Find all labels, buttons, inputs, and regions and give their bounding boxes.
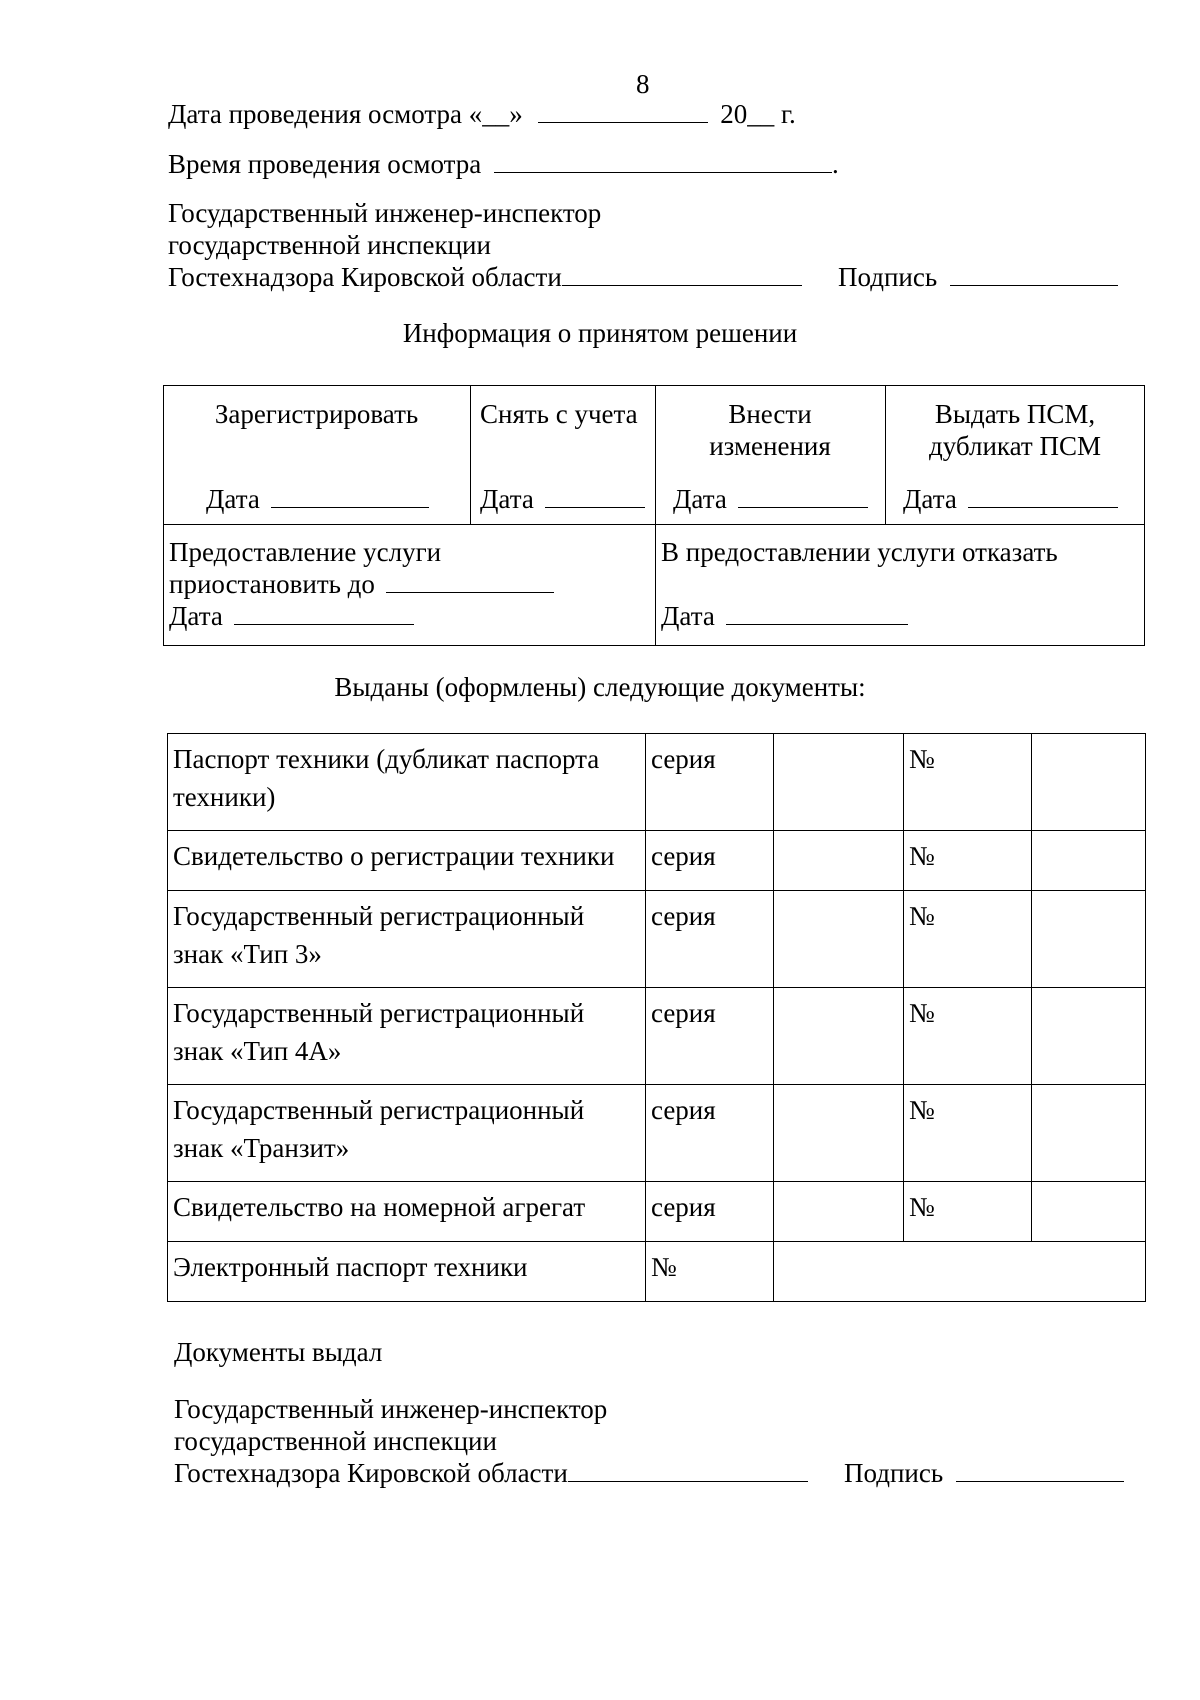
psm-date-field[interactable] [968,485,1118,508]
documents-table [167,733,1146,1302]
decision-psm-label-2: дубликат ПСМ [929,431,1101,461]
inspection-year-label: 20__ г. [720,99,796,129]
inspector-signature-label: Подпись [838,262,938,292]
inspector-line-1: Государственный инженер-инспектор [168,198,602,228]
inspection-month-field[interactable] [538,100,708,123]
series-value-cell[interactable] [774,831,904,891]
doc-name-cell: Государственный регистрационный знак «Тип 4А» [168,988,646,1085]
number-value-cell[interactable] [1032,734,1146,831]
series-value-cell[interactable] [774,891,904,988]
issued-by-signature-label: Подпись [844,1458,944,1488]
series-value-cell[interactable] [774,1182,904,1242]
decision-register-date: Дата [206,483,429,515]
table-row [168,891,1146,988]
inspector-signature-field[interactable] [950,263,1118,286]
inspection-date-label: Дата проведения осмотра «__» [168,99,523,129]
series-label-cell: серия [646,1085,774,1182]
inspector-signature-row [838,261,1118,293]
table-row [168,734,1146,831]
register-date-field[interactable] [271,485,429,508]
decision-deregister-date: Дата [480,483,645,515]
refuse-label: В предоставлении услуги отказать [661,537,1058,567]
inspector-line-2: государственной инспекции [168,230,491,260]
issued-by-line-2: государственной инспекции [174,1426,497,1456]
inspection-time-line [168,148,839,180]
table-row [168,1182,1146,1242]
decision-changes-label-2: изменения [709,431,831,461]
series-value-cell[interactable] [774,1085,904,1182]
decision-register-label: Зарегистрировать [214,399,419,429]
doc-name-cell: Свидетельство о регистрации техники [168,831,646,891]
refuse-date-row: Дата [661,600,908,632]
page-number: 8 [636,69,650,99]
number-value-cell[interactable] [1032,831,1146,891]
issued-by-signature-field[interactable] [956,1459,1124,1482]
series-label-cell: серия [646,831,774,891]
table-row [168,1242,1146,1302]
refuse-date-field[interactable] [726,602,908,625]
deregister-date-field[interactable] [545,485,645,508]
series-label-cell: серия [646,734,774,831]
suspend-line-2: приостановить до [169,569,375,599]
number-label-cell: № [904,988,1032,1085]
issued-by-label: Документы выдал [174,1337,383,1367]
decision-deregister-label: Снять с учета [480,399,638,429]
table-row [168,831,1146,891]
series-label-cell: серия [646,891,774,988]
number-label-cell: № [904,1182,1032,1242]
decision-table-divider [163,524,1145,525]
issued-by-line-3-row [174,1457,808,1489]
issued-by-line-1: Государственный инженер-инспектор [174,1394,608,1424]
number-value-cell[interactable] [1032,988,1146,1085]
number-label-cell: № [904,891,1032,988]
number-label-cell: № [904,1085,1032,1182]
doc-name-cell: Свидетельство на номерной агрегат [168,1182,646,1242]
inspection-time-end: . [831,149,839,179]
table-row [168,988,1146,1085]
suspend-date-field[interactable] [234,602,414,625]
number-value-cell[interactable] [1032,1085,1146,1182]
number-value-cell[interactable] [1032,1182,1146,1242]
suspend-line-1: Предоставление услуги [169,537,442,567]
inspection-date-line [168,98,796,130]
decision-changes-label-1: Внести [728,399,812,429]
number-label-cell: № [904,734,1032,831]
documents-title: Выданы (оформлены) следующие документы: [334,672,866,702]
suspend-date-row: Дата [169,600,414,632]
number-label-cell: № [904,831,1032,891]
decision-changes-date: Дата [673,483,868,515]
suspend-until-field[interactable] [386,570,554,593]
decision-title: Информация о принятом решении [402,318,798,348]
series-value-cell[interactable] [774,734,904,831]
series-value-cell[interactable] [774,988,904,1085]
inspector-name-field[interactable] [562,263,802,286]
issued-by-line-3: Гостехнадзора Кировской области [174,1458,568,1488]
doc-name-cell: Государственный регистрационный знак «Тип 3» [168,891,646,988]
changes-date-field[interactable] [738,485,868,508]
issued-by-name-field[interactable] [568,1459,808,1482]
table-row [168,1085,1146,1182]
decision-psm-label-1: Выдать ПСМ, [934,399,1096,429]
number-value-cell[interactable] [1032,891,1146,988]
series-label-cell: серия [646,988,774,1085]
doc-name-cell: Государственный регистрационный знак «Транзит» [168,1085,646,1182]
inspection-time-label: Время проведения осмотра [168,149,482,179]
suspend-line-2-row [169,568,554,600]
decision-psm-date: Дата [903,483,1118,515]
epassport-name-cell: Электронный паспорт техники [168,1242,646,1302]
inspector-line-3-row [168,261,802,293]
doc-name-cell: Паспорт техники (дубликат паспорта техники) [168,734,646,831]
inspection-time-field[interactable] [494,150,832,173]
series-label-cell: серия [646,1182,774,1242]
epassport-number-value-cell[interactable] [774,1242,1146,1302]
issued-by-signature-row [844,1457,1124,1489]
epassport-number-label-cell: № [646,1242,774,1302]
inspector-line-3: Гостехнадзора Кировской области [168,262,562,292]
